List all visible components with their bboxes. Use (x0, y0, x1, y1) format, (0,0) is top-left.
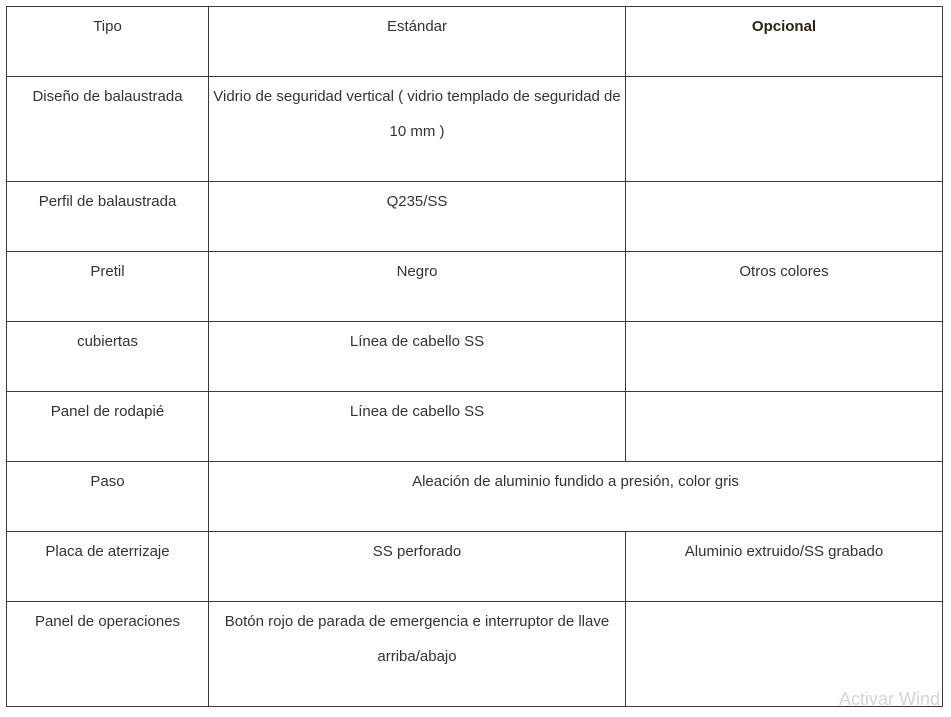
cell-tipo-text: Pretil (90, 263, 125, 280)
cell-opcional (626, 77, 943, 182)
specification-table (6, 6, 943, 707)
cell-estandar-text: SS perforado (372, 543, 462, 560)
cell-estandar (209, 182, 626, 252)
table-row (7, 77, 943, 182)
cell-tipo (7, 322, 209, 392)
cell-opcional (626, 322, 943, 392)
cell-estandar (209, 532, 626, 602)
cell-tipo-text: Diseño de balaustrada (32, 88, 183, 105)
table-row (7, 602, 943, 707)
table-row (7, 532, 943, 602)
cell-tipo (7, 252, 209, 322)
cell-estandar-merged (209, 462, 943, 532)
cell-opcional (626, 252, 943, 322)
cell-opcional-text: Otros colores (739, 263, 829, 280)
cell-tipo (7, 77, 209, 182)
header-cell-estandar (209, 7, 626, 77)
cell-tipo-text: Panel de rodapié (50, 403, 165, 420)
cell-estandar (209, 392, 626, 462)
table-row (7, 322, 943, 392)
cell-estandar (209, 77, 626, 182)
cell-opcional-text: Aluminio extruido/SS grabado (684, 543, 884, 560)
cell-tipo-text: Perfil de balaustrada (38, 193, 177, 210)
cell-tipo-text: cubiertas (77, 333, 138, 350)
cell-estandar (209, 252, 626, 322)
cell-tipo (7, 602, 209, 707)
cell-opcional (626, 182, 943, 252)
header-estandar-label: Estándar (386, 18, 448, 35)
cell-tipo (7, 462, 209, 532)
cell-estandar-text: Línea de cabello SS (349, 333, 485, 350)
cell-tipo-text: Paso (90, 473, 125, 490)
cell-estandar-text: Línea de cabello SS (349, 403, 485, 420)
cell-estandar-text: Vidrio de seguridad vertical ( vidrio templado de seguridad de 10 mm ) (213, 88, 621, 140)
cell-estandar-text: Aleación de aluminio fundido a presión, color gris (412, 473, 739, 490)
cell-estandar-text: Botón rojo de parada de emergencia e interruptor de llave arriba/abajo (224, 613, 610, 665)
cell-estandar (209, 602, 626, 707)
cell-estandar-text: Q235/SS (386, 193, 448, 210)
header-opcional-label: Opcional (751, 18, 817, 35)
cell-estandar-text: Negro (396, 263, 438, 280)
table-header-row (7, 7, 943, 77)
cell-opcional (626, 392, 943, 462)
cell-opcional (626, 532, 943, 602)
table-row (7, 462, 943, 532)
table-row (7, 392, 943, 462)
header-cell-opcional (626, 7, 943, 77)
header-tipo-label: Tipo (93, 18, 122, 35)
cell-tipo (7, 182, 209, 252)
activation-watermark: Activar Wind (839, 689, 941, 709)
cell-estandar (209, 322, 626, 392)
cell-tipo (7, 532, 209, 602)
cell-tipo-text: Placa de aterrizaje (45, 543, 170, 560)
table-row (7, 182, 943, 252)
header-cell-tipo (7, 7, 209, 77)
cell-tipo-text: Panel de operaciones (34, 613, 181, 630)
table-row (7, 252, 943, 322)
cell-tipo (7, 392, 209, 462)
